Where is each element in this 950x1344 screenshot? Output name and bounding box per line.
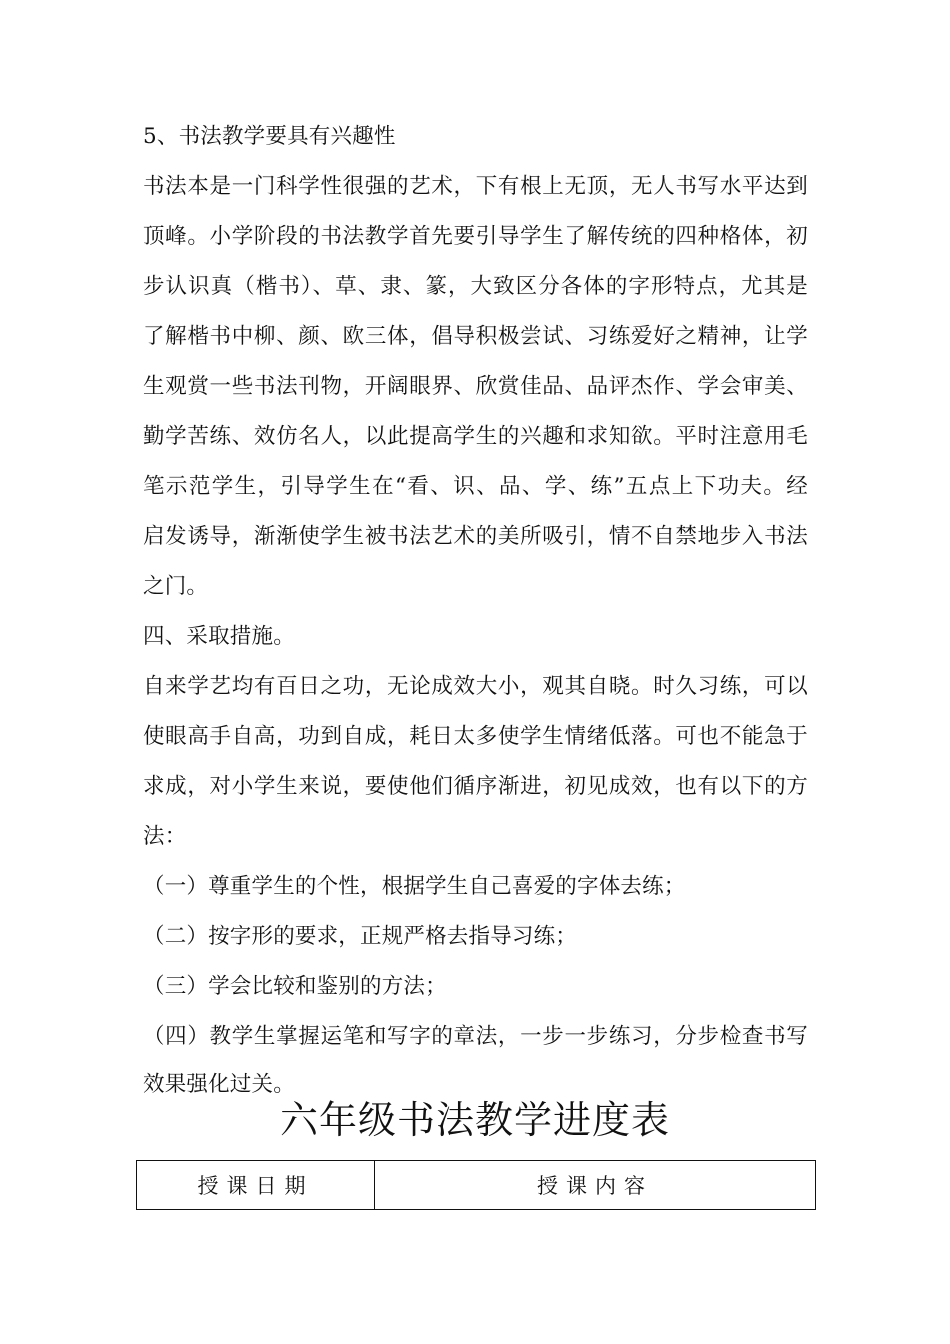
schedule-title: 六年级书法教学进度表 bbox=[279, 1098, 670, 1142]
paragraph-line: 生观赏一些书法刊物，开阔眼界、欣赏佳品、品评杰作、学会审美、 bbox=[143, 374, 808, 399]
schedule-table bbox=[136, 1160, 816, 1210]
column-header-content: 授课内容 bbox=[375, 1161, 816, 1210]
section4-heading: 四、采取措施。 bbox=[143, 624, 295, 649]
paragraph-line: 法： bbox=[143, 824, 187, 849]
paragraph-line: 了解楷书中柳、颜、欧三体，倡导积极尝试、习练爱好之精神，让学 bbox=[143, 324, 808, 349]
paragraph-line: 书法本是一门科学性很强的艺术，下有根上无顶，无人书写水平达到 bbox=[143, 174, 808, 199]
paragraph-line: 之门。 bbox=[143, 574, 209, 599]
method-item: 效果强化过关。 bbox=[143, 1072, 295, 1097]
method-item: （三）学会比较和鉴别的方法； bbox=[143, 974, 447, 999]
paragraph-line: 顶峰。小学阶段的书法教学首先要引导学生了解传统的四种格体，初 bbox=[143, 224, 808, 249]
paragraph-line: 笔示范学生，引导学生在“看、识、品、学、练”五点上下功夫。经 bbox=[143, 474, 808, 499]
paragraph-line: 求成，对小学生来说，要使他们循序渐进，初见成效，也有以下的方 bbox=[143, 774, 808, 799]
column-header-date: 授课日期 bbox=[137, 1161, 375, 1210]
paragraph-line: 使眼高手自高，功到自成，耗日太多使学生情绪低落。可也不能急于 bbox=[143, 724, 808, 749]
method-item: （一）尊重学生的个性，根据学生自己喜爱的字体去练； bbox=[143, 874, 686, 899]
paragraph-line: 步认识真（楷书）、草、隶、篆，大致区分各体的字形特点，尤其是 bbox=[143, 274, 808, 299]
paragraph-line: 自来学艺均有百日之功，无论成效大小，观其自晓。时久习练，可以 bbox=[143, 674, 808, 699]
table-header-row bbox=[137, 1161, 816, 1210]
section-heading: 5、书法教学要具有兴趣性 bbox=[143, 124, 396, 149]
paragraph-line: 启发诱导，渐渐使学生被书法艺术的美所吸引，情不自禁地步入书法 bbox=[143, 524, 808, 549]
method-item: （四）教学生掌握运笔和写字的章法，一步一步练习，分步检查书写 bbox=[143, 1024, 808, 1049]
method-item: （二）按字形的要求，正规严格去指导习练； bbox=[143, 924, 578, 949]
paragraph-line: 勤学苦练、效仿名人，以此提高学生的兴趣和求知欲。平时注意用毛 bbox=[143, 424, 808, 449]
